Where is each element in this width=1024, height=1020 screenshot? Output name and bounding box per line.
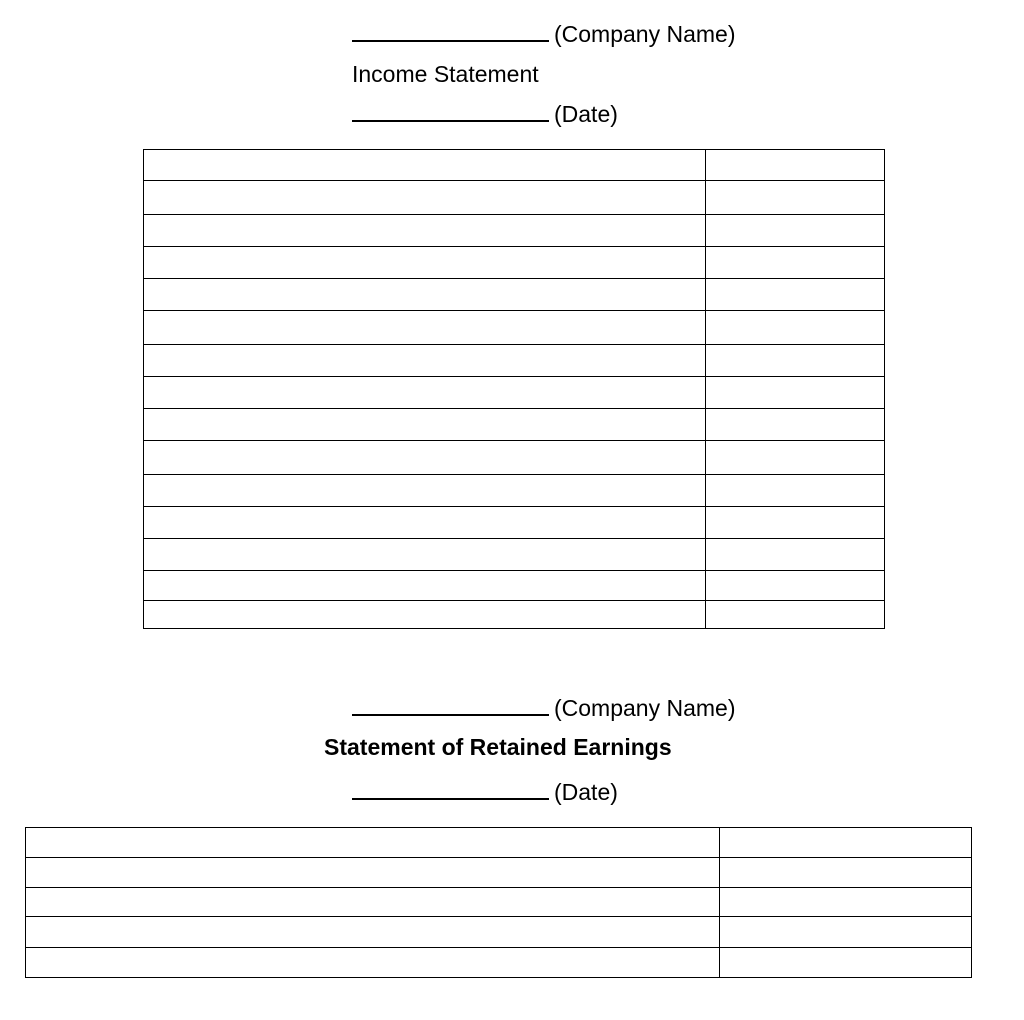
- table-cell[interactable]: [720, 828, 972, 858]
- table-cell[interactable]: [720, 948, 972, 978]
- table-cell[interactable]: [144, 311, 706, 345]
- table-cell[interactable]: [26, 888, 720, 917]
- table-row: [144, 601, 885, 629]
- company-name-label: (Company Name): [554, 695, 736, 721]
- table-row: [144, 539, 885, 571]
- table-cell[interactable]: [706, 475, 885, 507]
- date-blank[interactable]: [352, 100, 549, 122]
- table-row: [144, 150, 885, 181]
- table-row: [144, 441, 885, 475]
- table-cell[interactable]: [144, 247, 706, 279]
- income-company-line: [352, 20, 736, 48]
- table-row: [144, 345, 885, 377]
- table-row: [26, 948, 972, 978]
- table-cell[interactable]: [144, 409, 706, 441]
- table-cell[interactable]: [706, 571, 885, 601]
- table-cell[interactable]: [706, 345, 885, 377]
- table-cell[interactable]: [720, 858, 972, 888]
- table-cell[interactable]: [144, 571, 706, 601]
- table-cell[interactable]: [706, 507, 885, 539]
- table-cell[interactable]: [144, 507, 706, 539]
- table-row: [144, 409, 885, 441]
- table-cell[interactable]: [144, 441, 706, 475]
- table-row: [144, 247, 885, 279]
- table-cell[interactable]: [706, 279, 885, 311]
- retained-company-line: [352, 694, 736, 722]
- table-cell[interactable]: [144, 601, 706, 629]
- table-cell[interactable]: [706, 409, 885, 441]
- table-cell[interactable]: [26, 858, 720, 888]
- table-cell[interactable]: [144, 475, 706, 507]
- table-cell[interactable]: [706, 247, 885, 279]
- table-cell[interactable]: [706, 150, 885, 181]
- table-cell[interactable]: [144, 539, 706, 571]
- table-cell[interactable]: [706, 441, 885, 475]
- table-cell[interactable]: [26, 948, 720, 978]
- table-row: [144, 279, 885, 311]
- date-label: (Date): [554, 779, 618, 805]
- retained-date-line: [352, 778, 618, 806]
- retained-earnings-table: [25, 827, 972, 978]
- company-name-blank[interactable]: [352, 694, 549, 716]
- income-statement-title: Income Statement: [352, 61, 539, 87]
- table-row: [144, 215, 885, 247]
- table-cell[interactable]: [26, 828, 720, 858]
- date-label: (Date): [554, 101, 618, 127]
- table-row: [144, 571, 885, 601]
- company-name-label: (Company Name): [554, 21, 736, 47]
- table-cell[interactable]: [706, 181, 885, 215]
- table-cell[interactable]: [720, 888, 972, 917]
- table-cell[interactable]: [706, 311, 885, 345]
- table-cell[interactable]: [720, 917, 972, 948]
- table-row: [26, 917, 972, 948]
- table-row: [26, 828, 972, 858]
- table-row: [144, 507, 885, 539]
- table-cell[interactable]: [706, 377, 885, 409]
- table-cell[interactable]: [144, 345, 706, 377]
- table-row: [144, 377, 885, 409]
- date-blank[interactable]: [352, 778, 549, 800]
- table-cell[interactable]: [706, 601, 885, 629]
- table-cell[interactable]: [706, 539, 885, 571]
- table-cell[interactable]: [144, 279, 706, 311]
- table-cell[interactable]: [26, 917, 720, 948]
- table-cell[interactable]: [144, 377, 706, 409]
- income-date-line: [352, 100, 618, 128]
- table-row: [144, 181, 885, 215]
- table-cell[interactable]: [144, 181, 706, 215]
- table-cell[interactable]: [144, 150, 706, 181]
- table-row: [144, 311, 885, 345]
- table-row: [26, 858, 972, 888]
- income-statement-table: [143, 149, 885, 629]
- table-cell[interactable]: [144, 215, 706, 247]
- table-cell[interactable]: [706, 215, 885, 247]
- table-row: [26, 888, 972, 917]
- table-row: [144, 475, 885, 507]
- retained-earnings-title: Statement of Retained Earnings: [324, 734, 672, 760]
- company-name-blank[interactable]: [352, 20, 549, 42]
